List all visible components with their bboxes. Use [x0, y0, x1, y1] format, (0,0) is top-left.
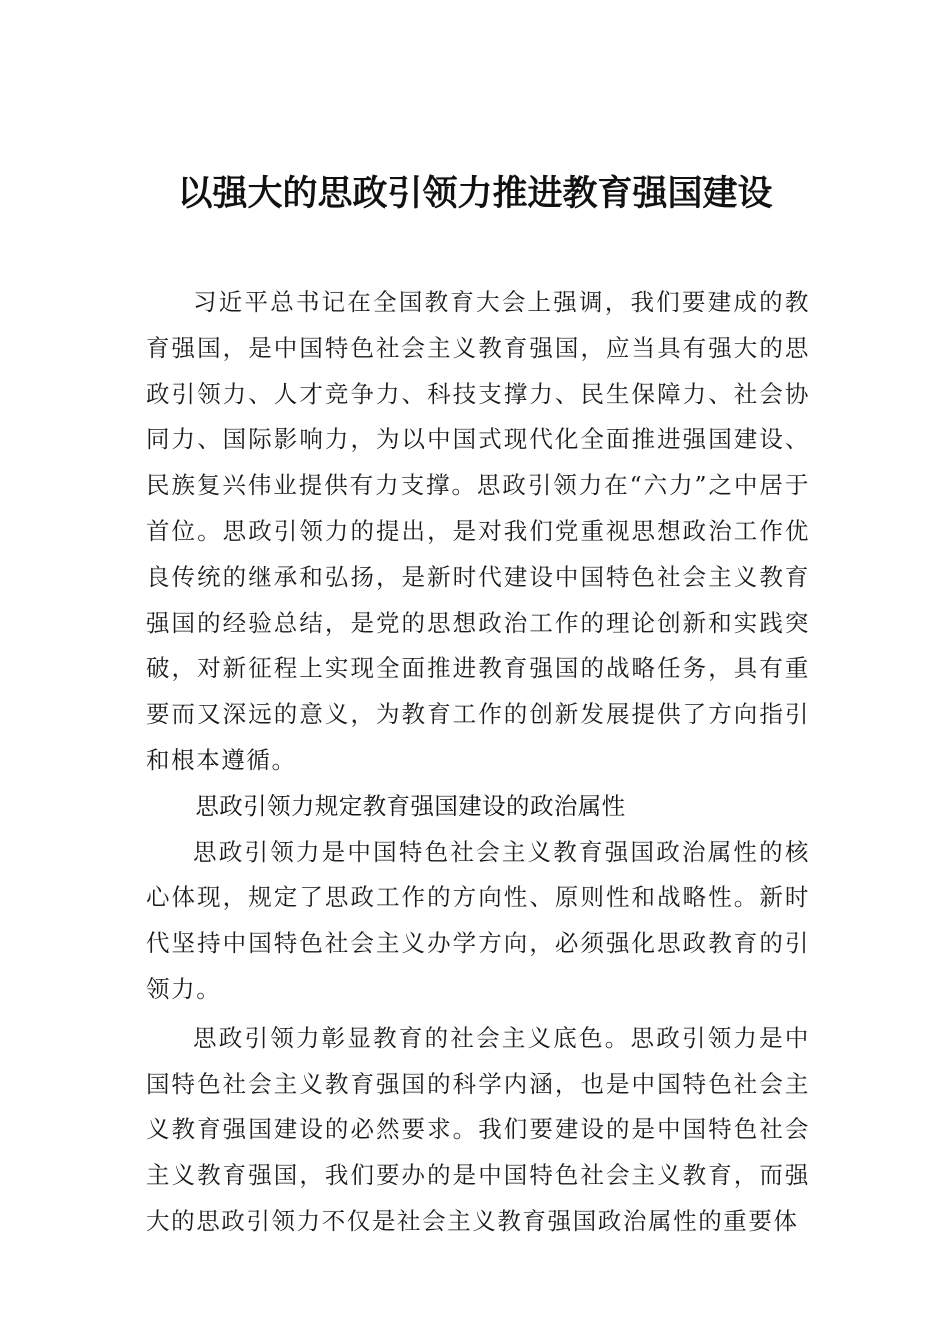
intro-paragraph: 习近平总书记在全国教育大会上强调，我们要建成的教育强国，是中国特色社会主义教育强国，应当具有强大的思政引领力、人才竞争力、科技支撑力、民生保障力、社会协同力、国际影响力，为以中国式现代化全面推进强国建设、民族复兴伟业提供有力支撑。思政引领力在“六力”之中居于首位。思政引领力的提出，是对我们党重视思想政治工作优良传统的继承和弘扬，是新时代建设中国特色社会主义教育强国的经验总结，是党的思想政治工作的理论创新和实践突破，对新征程上实现全面推进教育强国的战略任务，具有重要而又深远的意义，为教育工作的创新发展提供了方向指引和根本遵循。	[146, 288, 810, 774]
document-body	[146, 280, 810, 1245]
document-title: 以强大的思政引领力推进教育强国建设	[177, 173, 773, 214]
section-subheading: 思政引领力规定教育强国建设的政治属性	[195, 791, 626, 820]
section-paragraph-1: 思政引领力是中国特色社会主义教育强国政治属性的核心体现，规定了思政工作的方向性、原则性和战略性。新时代坚持中国特色社会主义办学方向，必须强化思政教育的引领力。	[146, 837, 810, 1003]
section-paragraph-2: 思政引领力彰显教育的社会主义底色。思政引领力是中国特色社会主义教育强国的科学内涵，也是中国特色社会主义教育强国建设的必然要求。我们要建设的是中国特色社会主义教育强国，我们要办的是中国特色社会主义教育，而强大的思政引领力不仅是社会主义教育强国政治属性的重要体	[146, 1023, 810, 1235]
